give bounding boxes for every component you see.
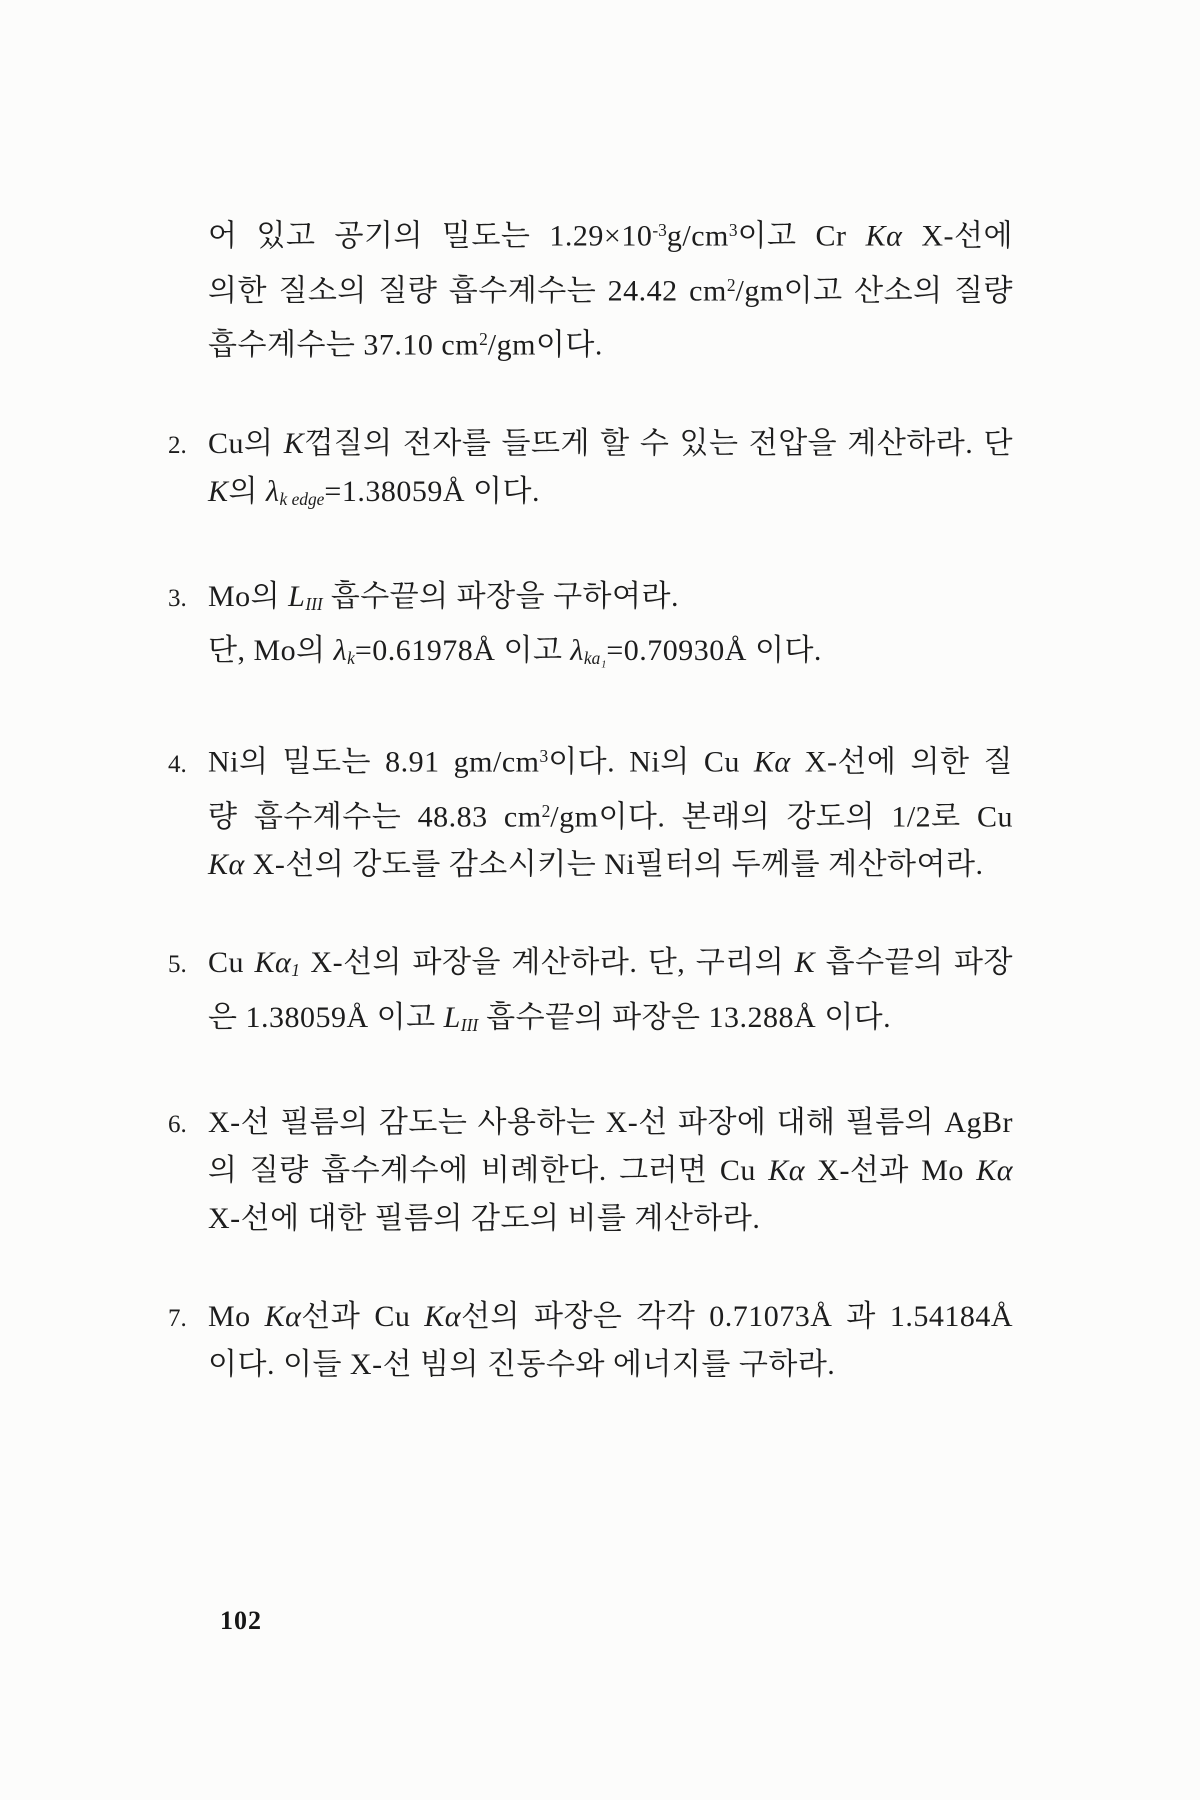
problem-number: 5. [168, 951, 187, 979]
problem-text [208, 939, 1013, 1049]
text-line: Mo의 LIII 흡수끝의 파장을 구하여라. [208, 579, 679, 614]
problem-text [208, 206, 1013, 370]
text-blocks [168, 206, 1013, 1439]
text-line: 의 질량 흡수계수에 비례한다. 그러면 Cu Kα X-선과 Mo Kα [208, 1153, 1013, 1187]
text-line: Mo Kα선과 Cu Kα선의 파장은 각각 0.71073Å 과 1.54184Å [208, 1299, 1013, 1333]
problem-number: 4. [168, 750, 187, 778]
problem-number: 7. [168, 1304, 187, 1332]
text-line: Ni의 밀도는 8.91 $gm/cm^3$이다. Ni의 Cu Kα X-선에 의한 질 [208, 745, 1013, 779]
problem-block [168, 732, 1013, 889]
problem-block [168, 939, 1013, 1049]
text-line: X-선에 대한 필름의 감도의 비를 계산하라. [208, 1201, 761, 1235]
text-line: 량 흡수계수는 48.83 $cm^2/gm$이다. 본래의 강도의 1/2로 Cu [208, 800, 1013, 834]
continuation-paragraph [208, 206, 1013, 370]
problem-text [208, 1099, 1013, 1243]
text-line: 단, Mo의 λk=0.61978Å 이고 λka₁=0.70930Å 이다. [208, 634, 822, 669]
problem-block [168, 573, 1013, 683]
text-line: Cu의 K껍질의 전자를 들뜨게 할 수 있는 전압을 계산하라. 단 [208, 426, 1013, 460]
text-line: 의한 질소의 질량 흡수계수는 24.42 $cm^2/gm$이고 산소의 질량 [208, 274, 1014, 308]
problem-text [208, 732, 1013, 889]
text-line: X-선 필름의 감도는 사용하는 X-선 파장에 대해 필름의 AgBr [208, 1105, 1013, 1139]
problem-block [168, 1099, 1013, 1243]
problem-text [208, 1293, 1013, 1389]
text-line: 은 1.38059Å 이고 LIII 흡수끝의 파장은 13.288Å 이다. [208, 1001, 892, 1035]
text-line: Cu Kα1 X-선의 파장을 계산하라. 단, 구리의 K 흡수끝의 파장 [208, 946, 1013, 981]
problem-block [168, 1293, 1013, 1389]
problem-text [208, 573, 1013, 683]
problem-number: 2. [168, 431, 187, 459]
text-line: 어 있고 공기의 밀도는 $1.29\times 10^{-3}g/cm^3$이고 Cr Kα X-선에 [208, 219, 1013, 253]
page-number: 102 [220, 1606, 262, 1635]
problem-number: 3. [168, 584, 187, 612]
problem-number: 6. [168, 1110, 187, 1138]
problem-text [208, 420, 1013, 523]
problem-block [168, 420, 1013, 523]
text-line: Kα X-선의 강도를 감소시키는 Ni필터의 두께를 계산하여라. [208, 848, 984, 882]
text-line: 이다. 이들 X-선 빔의 진동수와 에너지를 구하라. [208, 1347, 836, 1381]
text-line: 흡수계수는 37.10 $cm^2/gm$이다. [208, 328, 603, 362]
text-line: K의 λk edge=1.38059Å 이다. [208, 474, 540, 509]
